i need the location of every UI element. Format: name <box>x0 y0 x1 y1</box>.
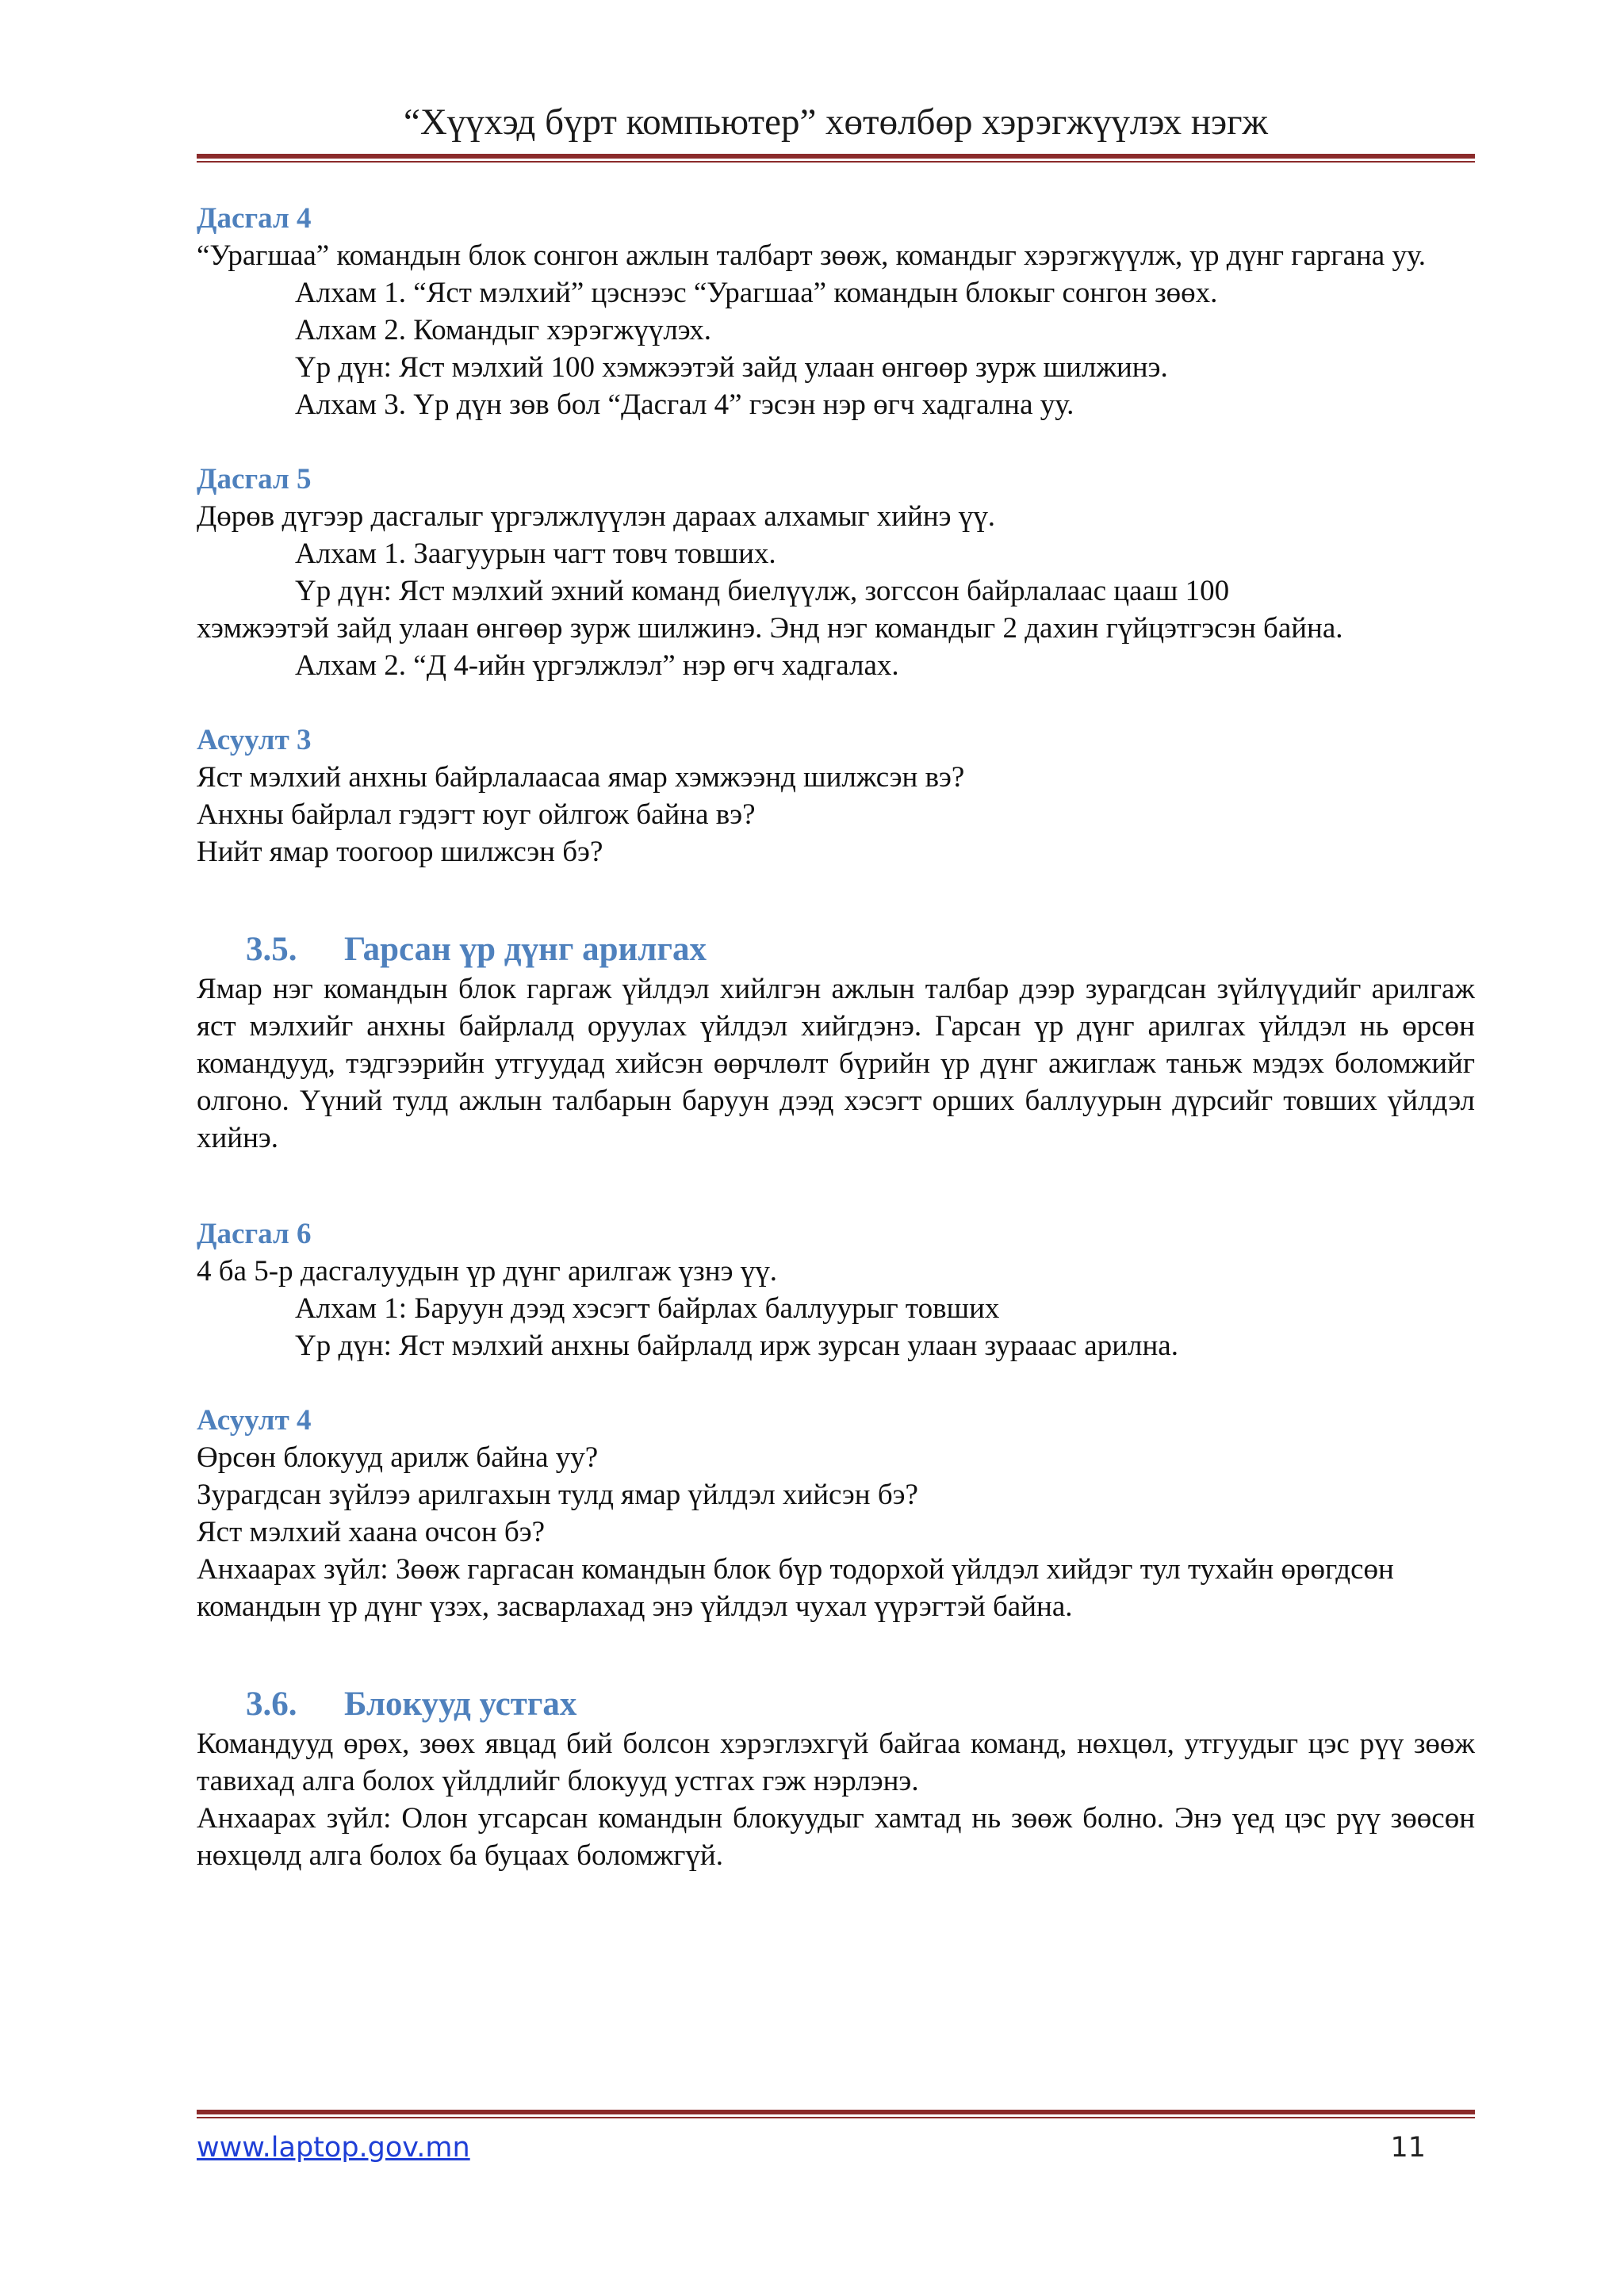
exercise-4-heading: Дасгал 4 <box>197 202 312 235</box>
exercise-4-step: Алхам 3. Үр дүн зөв бол “Дасгал 4” гэсэн нэр өгч хадгална уу. <box>295 388 1074 421</box>
question-3 <box>197 721 1475 871</box>
question-4 <box>197 1402 1475 1625</box>
section-3-5-number: 3.5. <box>246 931 297 968</box>
spacer <box>197 684 1475 721</box>
question-3-line: Яст мэлхий анхны байрлалаасаа ямар хэмжээнд шилжсэн вэ? <box>197 761 965 794</box>
spacer <box>197 1364 1475 1402</box>
exercise-6-heading: Дасгал 6 <box>197 1218 312 1250</box>
question-4-line: Зурагдсан зүйлээ арилгахын тулд ямар үйлдэл хийсэн бэ? <box>197 1479 918 1511</box>
exercise-4-step: Алхам 2. Командыг хэрэгжүүлэх. <box>295 314 711 346</box>
section-3-6-note: Анхаарах зүйл: Олон угсарсан командын блокуудыг хамтад нь зөөж болно. Энэ үед цэс рүү зөөсөн нөхцөлд алга болох ба буцаах боломжгүй. <box>197 1802 1475 1872</box>
question-3-line: Нийт ямар тоогоор шилжсэн бэ? <box>197 836 603 868</box>
exercise-5-result-continued: хэмжээтэй зайд улаан өнгөөр зурж шилжинэ. Энд нэг командыг 2 дахин гүйцэтгэсэн байна. <box>197 612 1343 645</box>
exercise-5-step: Алхам 1. Заагуурын чагт товч товших. <box>295 538 776 570</box>
section-3-5-title: Гарсан үр дүнг арилгах <box>344 931 707 968</box>
section-3-6-title: Блокууд устгах <box>344 1686 577 1723</box>
header-rule-thin <box>197 161 1475 163</box>
exercise-6-step: Үр дүн: Яст мэлхий анхны байрлалд ирж зурсан улаан зурааас арилна. <box>295 1330 1178 1362</box>
spacer <box>197 1157 1475 1215</box>
exercise-4-intro: “Урагшаа” командын блок сонгон ажлын талбарт зөөж, командыг хэрэгжүүлж, үр дүнг гаргана уу. <box>197 239 1427 272</box>
exercise-6 <box>197 1215 1475 1364</box>
header-rule-thick <box>197 154 1475 159</box>
exercise-4 <box>197 200 1475 423</box>
section-3-5 <box>197 929 1475 1157</box>
document-body <box>197 200 1475 1874</box>
exercise-5-heading: Дасгал 5 <box>197 463 312 496</box>
section-3-6-heading <box>197 1684 1475 1725</box>
exercise-6-step: Алхам 1: Баруун дээд хэсэгт байрлах баллуурыг товших <box>295 1292 1000 1325</box>
exercise-6-intro: 4 ба 5-р дасгалуудын үр дүнг арилгаж үзнэ үү. <box>197 1255 777 1288</box>
section-3-5-paragraph: Ямар нэг командын блок гаргаж үйлдэл хийлгэн ажлын талбар дээр зурагдсан зүйлүүдийг арилгаж яст мэлхийг анхны байрлалд оруулах үйлдэл хийгдэнэ. Гарсан үр дүнг арилгах үйлдэл нь өрсөн командууд, тэдгээрийн утгуудад хийсэн өөрчлөлт бүрийн үр дүнг ажиглаж таньж мэдэх боломжийг олгоно. Үүний тулд ажлын талбарын баруун дээд хэсэгт орших баллуурын дүрсийг товших үйлдэл хийнэ. <box>197 973 1475 1154</box>
spacer <box>197 423 1475 461</box>
footer-rule-thick <box>197 2110 1475 2114</box>
footer-rule <box>197 2110 1475 2119</box>
footer-rule-thin <box>197 2117 1475 2118</box>
section-3-6-number: 3.6. <box>246 1686 297 1723</box>
section-3-5-heading <box>197 929 1475 970</box>
question-4-line: Өрсөн блокууд арилж байна уу? <box>197 1441 599 1474</box>
question-4-note: Анхаарах зүйл: Зөөж гаргасан командын блок бүр тодорхой үйлдэл хийдэг тул тухайн өрөгдсөн командын үр дүнг үзэх, засварлахад энэ үйлдэл чухал үүрэгтэй байна. <box>197 1553 1394 1623</box>
section-3-6-paragraph: Командууд өрөх, зөөх явцад бий болсон хэрэглэхгүй байгаа команд, нөхцөл, утгуудыг цэс рүү зөөж тавихад алга болох үйлдлийг блокууд устгах гэж нэрлэнэ. <box>197 1728 1475 1797</box>
exercise-4-step: Алхам 1. “Яст мэлхий” цэснээс “Урагшаа” командын блокыг сонгон зөөх. <box>295 277 1218 309</box>
exercise-5-result: Үр дүн: Яст мэлхий эхний команд биелүүлж, зогссон байрлалаас цааш 100 <box>295 575 1230 607</box>
question-3-line: Анхны байрлал гэдэгт юуг ойлгож байна вэ? <box>197 798 756 831</box>
section-3-6 <box>197 1684 1475 1874</box>
exercise-5 <box>197 461 1475 684</box>
spacer <box>197 1625 1475 1684</box>
exercise-4-step: Үр дүн: Яст мэлхий 100 хэмжээтэй зайд улаан өнгөөр зурж шилжинэ. <box>295 351 1168 384</box>
page-number: 11 <box>1390 2132 1426 2164</box>
question-4-line: Яст мэлхий хаана очсон бэ? <box>197 1516 545 1548</box>
spacer <box>197 871 1475 929</box>
page-header-title: “Хүүхэд бүрт компьютер” хөтөлбөр хэрэгжүүлэх нэгж <box>404 101 1268 143</box>
header-rule <box>197 154 1475 163</box>
question-4-heading: Асуулт 4 <box>197 1404 312 1437</box>
footer-website-link[interactable]: www.laptop.gov.mn <box>197 2132 470 2164</box>
page-footer <box>197 2128 1475 2168</box>
exercise-5-intro: Дөрөв дүгээр дасгалыг үргэлжлүүлэн дараах алхамыг хийнэ үү. <box>197 500 996 533</box>
question-3-heading: Асуулт 3 <box>197 724 312 756</box>
exercise-5-step: Алхам 2. “Д 4-ийн үргэлжлэл” нэр өгч хадгалах. <box>295 649 899 682</box>
